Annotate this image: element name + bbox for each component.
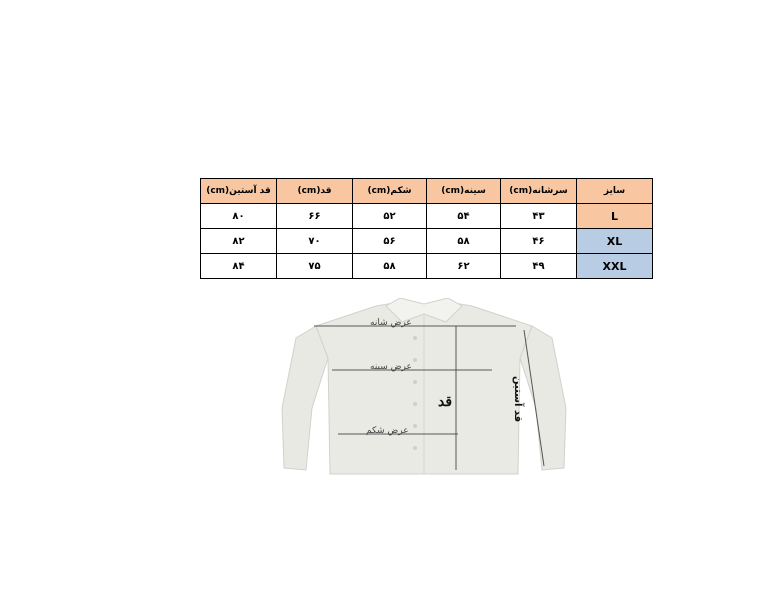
length-label: قد <box>438 394 453 410</box>
shoulder-cell: ۴۶ <box>501 229 577 254</box>
belly-cell: ۵۲ <box>353 204 427 229</box>
table-row <box>201 204 653 229</box>
table-row <box>201 229 653 254</box>
shirt-diagram <box>276 298 572 482</box>
header-size: سایز <box>577 179 653 204</box>
chest-cell: ۵۸ <box>427 229 501 254</box>
size-cell: XL <box>577 229 653 254</box>
shoulder-cell: ۴۹ <box>501 254 577 279</box>
belly-label: عرض شکم <box>366 426 409 436</box>
size-cell: L <box>577 204 653 229</box>
header-length: قد(cm) <box>277 179 353 204</box>
sleeve-cell: ۸۰ <box>201 204 277 229</box>
header-sleeve: قد آستین(cm) <box>201 179 277 204</box>
shirt-illustration <box>276 298 572 482</box>
shoulder-cell: ۴۳ <box>501 204 577 229</box>
table-row <box>201 254 653 279</box>
belly-cell: ۵۸ <box>353 254 427 279</box>
header-chest: سینه(cm) <box>427 179 501 204</box>
size-table <box>200 178 653 279</box>
belly-cell: ۵۶ <box>353 229 427 254</box>
chest-cell: ۶۲ <box>427 254 501 279</box>
chest-label: عرض سینه <box>370 362 412 372</box>
shoulder-label: عرض شانه <box>370 318 412 328</box>
header-belly: شکم(cm) <box>353 179 427 204</box>
length-cell: ۷۰ <box>277 229 353 254</box>
chest-cell: ۵۴ <box>427 204 501 229</box>
sleeve-cell: ۸۲ <box>201 229 277 254</box>
sleeve-label: قد آستین <box>512 376 523 423</box>
length-cell: ۷۵ <box>277 254 353 279</box>
size-cell: XXL <box>577 254 653 279</box>
table-header-row <box>201 179 653 204</box>
length-cell: ۶۶ <box>277 204 353 229</box>
sleeve-cell: ۸۴ <box>201 254 277 279</box>
header-shoulder: سرشانه(cm) <box>501 179 577 204</box>
